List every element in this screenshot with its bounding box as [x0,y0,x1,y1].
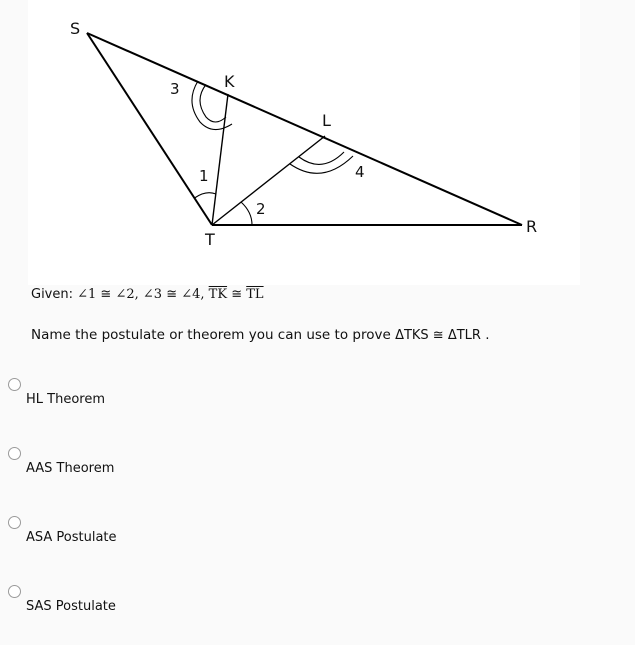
segment-TK [212,94,228,225]
answer-option-sas[interactable] [0,585,400,645]
geometry-figure [28,0,580,285]
answer-option-aas[interactable] [0,447,400,507]
given-angle-1-2: ∠1 ≅ ∠2 [77,287,135,302]
question-prompt [31,327,490,343]
radio-button[interactable] [8,378,21,391]
radio-button[interactable] [8,447,21,460]
point-label-R: R [526,217,538,236]
given-separator-2: , [200,287,205,302]
point-label-L: L [322,111,331,130]
triangle-diagram [0,0,635,285]
angle-1-arc [195,193,217,198]
angle-4-arc-inner [299,152,344,164]
given-segment-left: $\overline{TK}$ [208,287,228,302]
given-statement [31,287,264,302]
given-separator-1: , [134,287,139,302]
angle-label-3: 3 [170,80,180,98]
segment-SR [87,33,522,225]
radio-button[interactable] [8,585,21,598]
point-label-S: S [70,19,81,38]
given-congruent-symbol: ≅ [231,287,243,302]
given-angle-3-4: ∠3 ≅ ∠4 [142,287,201,302]
given-prefix: Given: [31,287,73,302]
angle-label-1: 1 [199,167,209,185]
option-label[interactable]: SAS Postulate [26,599,116,614]
point-label-K: K [224,72,235,91]
option-label[interactable]: ASA Postulate [26,530,117,545]
segment-ST [87,33,212,225]
angle-label-2: 2 [256,200,266,218]
question-end: . [485,327,490,343]
question-text: Name the postulate or theorem you can use to prove [31,327,391,343]
angle-3-arc-inner [200,85,226,123]
option-label[interactable]: HL Theorem [26,392,106,407]
segment-TL [212,136,325,225]
question-statement: ΔTKS ≅ ΔTLR [395,328,481,343]
point-label-T: T [205,230,215,249]
answer-option-hl[interactable] [0,378,400,438]
answer-option-asa[interactable] [0,516,400,576]
option-label[interactable]: AAS Theorem [26,461,115,476]
given-segment-right: $\overline{TL}$ [246,287,264,302]
radio-button[interactable] [8,516,21,529]
angle-label-4: 4 [355,163,365,181]
angle-2-arc [241,202,252,225]
